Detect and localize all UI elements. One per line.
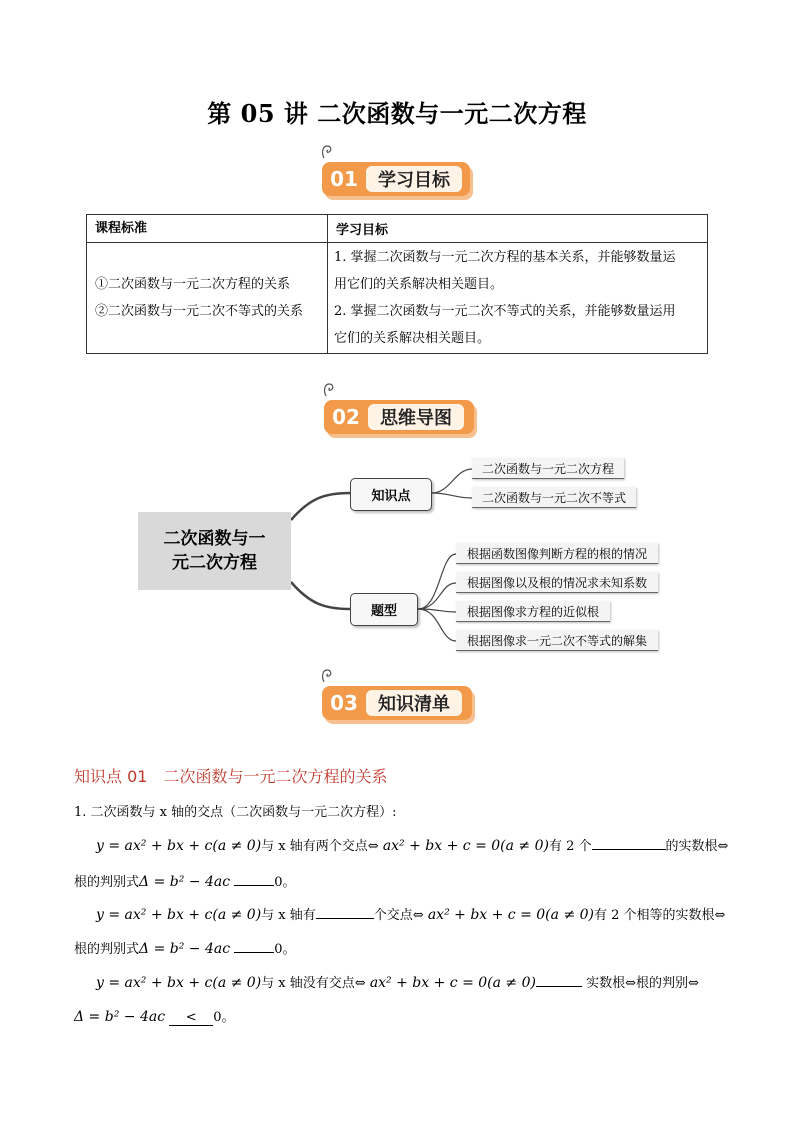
banner-number: 02: [332, 405, 360, 429]
banner-label: 思维导图: [368, 404, 464, 430]
text: 的实数根⇔: [665, 839, 729, 854]
discriminant: Δ = b² − 4ac: [74, 1009, 166, 1025]
text: 与 x 轴有两个交点⇔: [261, 839, 379, 854]
equation-line-5: [96, 971, 699, 991]
text: 有 2 个相等的实数根⇔: [594, 908, 726, 923]
text: 与 x 轴有: [261, 908, 316, 923]
quadratic-equation: ax² + bx + c = 0(a ≠ 0): [369, 975, 536, 991]
table-header-standard: 课程标准: [87, 215, 328, 243]
quadratic-function: y = ax² + bx + c(a ≠ 0): [96, 838, 262, 854]
text: 与 x 轴没有交点⇔: [261, 976, 366, 991]
quadratic-function: y = ax² + bx + c(a ≠ 0): [96, 975, 262, 991]
center-label-line: 元二次方程: [172, 553, 257, 573]
goal-line: 它们的关系解决相关题目。: [334, 331, 491, 346]
standard-item: ②二次函数与一元二次不等式的关系: [95, 304, 304, 319]
text: 根的判别式: [74, 875, 140, 890]
text: 实数根⇔根的判别⇔: [586, 976, 699, 991]
quadratic-function: y = ax² + bx + c(a ≠ 0): [96, 907, 262, 923]
fill-blank: [234, 870, 274, 886]
quadratic-equation: ax² + bx + c = 0(a ≠ 0): [382, 838, 549, 854]
mindmap-leaf: 根据图像求方程的近似根: [456, 601, 610, 622]
text: 有 2 个: [548, 839, 592, 854]
standard-item: ①二次函数与一元二次方程的关系: [95, 277, 291, 292]
text: 0。: [274, 875, 296, 890]
table-header-goals: 学习目标: [328, 215, 708, 243]
fill-blank: [536, 971, 582, 987]
banner-number: 01: [330, 167, 358, 191]
text: 0。: [213, 1010, 235, 1025]
paperclip-icon: [320, 668, 334, 684]
discriminant: Δ = b² − 4ac: [139, 874, 231, 890]
mindmap-leaf: 二次函数与一元二次方程: [472, 458, 624, 479]
banner-label: 知识清单: [366, 690, 462, 716]
goal-line: 2. 掌握二次函数与一元二次不等式的关系，并能够数量运用: [334, 304, 676, 319]
equation-line-2: [74, 870, 295, 890]
equation-line-1: [96, 834, 728, 854]
mindmap-leaf: 根据图像求一元二次不等式的解集: [456, 630, 658, 651]
page-title: 第 05 讲 二次函数与一元二次方程: [207, 99, 587, 128]
mindmap-leaf: 根据图像以及根的情况求未知系数: [456, 572, 658, 593]
goal-line: 1. 掌握二次函数与一元二次方程的基本关系，并能够数量运: [334, 250, 676, 265]
equation-line-3: [96, 903, 725, 923]
equation-line-6: [74, 1006, 234, 1026]
mindmap-leaf: 二次函数与一元二次不等式: [472, 487, 636, 508]
banner-number: 03: [330, 691, 358, 715]
knowledge-point-number: 知识点 01: [74, 767, 148, 786]
discriminant: Δ = b² − 4ac: [139, 941, 231, 957]
fill-blank-answer: <: [169, 1010, 213, 1026]
text: 0。: [274, 942, 296, 957]
quadratic-equation: ax² + bx + c = 0(a ≠ 0): [427, 907, 594, 923]
banner-label: 学习目标: [366, 166, 462, 192]
mindmap-center-node: [138, 512, 291, 590]
text: 根的判别式: [74, 942, 140, 957]
mindmap-branch-knowledge: 知识点: [350, 478, 432, 511]
mindmap-branch-question-types: 题型: [350, 593, 418, 626]
mindmap-leaf: 根据函数图像判断方程的根的情况: [456, 543, 658, 564]
knowledge-point-title: 二次函数与一元二次方程的关系: [163, 767, 388, 786]
goal-line: 用它们的关系解决相关题目。: [334, 277, 504, 292]
fill-blank: [234, 937, 274, 953]
knowledge-point-heading: [74, 764, 387, 787]
center-label-line: 二次函数与一: [163, 529, 266, 549]
equation-line-4: [74, 937, 295, 957]
fill-blank: [592, 834, 666, 850]
fill-blank: [316, 903, 374, 919]
text: 个交点⇔: [373, 908, 424, 923]
item-1-text: 1. 二次函数与 x 轴的交点（二次函数与一元二次方程）:: [74, 805, 397, 820]
